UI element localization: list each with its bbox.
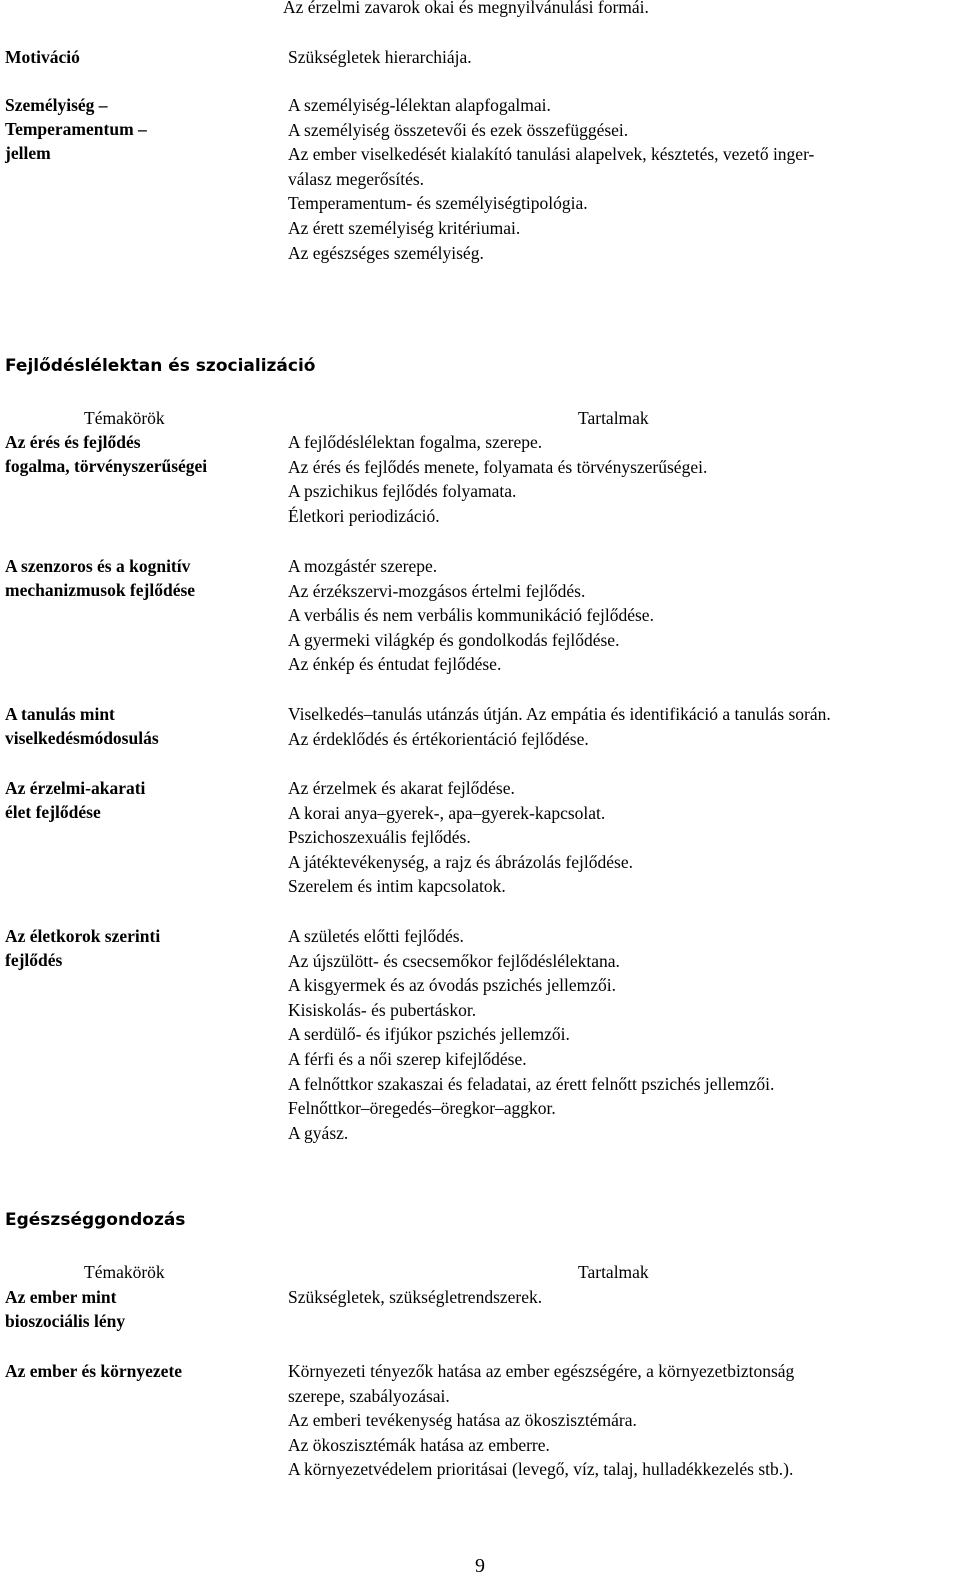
section-title-fejlodes: Fejlődéslélektan és szocializáció	[5, 356, 316, 376]
content-eres-fejlodes	[288, 430, 707, 528]
content-line: Az érett személyiség kritériumai.	[288, 217, 521, 238]
content-line: szerepe, szabályozásai.	[288, 1385, 450, 1406]
content-line: Az ember viselkedését kialakító tanulási alapelvek, késztetés, vezető inger-	[288, 144, 815, 165]
topic-line: bioszociális lény	[5, 1311, 126, 1331]
content-line: A korai anya–gyerek-, apa–gyerek-kapcsolat.	[288, 802, 606, 823]
top-fragment-text: Az érzelmi zavarok okai és megnyilvánulási formái.	[283, 0, 649, 17]
content-line: A személyiség összetevői és ezek összefüggései.	[288, 119, 629, 140]
content-line: A kisgyermek és az óvodás pszichés jellemzői.	[288, 975, 617, 996]
topic-motivacio: Motiváció	[5, 47, 80, 67]
topic-eres-fejlodes	[5, 430, 275, 478]
content-line: Az emberi tevékenység hatása az ökoszisztémára.	[288, 1410, 637, 1431]
topic-line: Az életkorok szerinti	[5, 926, 161, 946]
content-line: Felnőttkor–öregedés–öregkor–aggkor.	[288, 1098, 556, 1119]
topic-eletkorok	[5, 924, 275, 972]
topic-kornyezet	[5, 1359, 275, 1383]
content-line: A pszichikus fejlődés folyamata.	[288, 481, 517, 502]
content-line: A mozgástér szerepe.	[288, 556, 438, 576]
topic-line: jellem	[5, 143, 51, 163]
content-line: Az egészséges személyiség.	[288, 242, 484, 263]
content-bioszocialis	[288, 1285, 542, 1310]
content-line: A fejlődéslélektan fogalma, szerepe.	[288, 432, 543, 452]
topic-line: fejlődés	[5, 950, 63, 970]
topic-erzelmi-akarati	[5, 776, 275, 824]
content-line: A születés előtti fejlődés.	[288, 926, 464, 946]
content-eletkorok	[288, 924, 774, 1145]
content-line: válasz megerősítés.	[288, 168, 425, 189]
content-line: Szükségletek hierarchiája.	[288, 47, 472, 67]
content-szenzoros	[288, 554, 654, 677]
content-line: Az érdeklődés és értékorientáció fejlődése.	[288, 728, 589, 749]
topic-line: viselkedésmódosulás	[5, 728, 159, 748]
topic-tanulas	[5, 702, 275, 750]
content-kornyezet	[288, 1359, 794, 1482]
header-temakorok: Témakörök	[84, 1262, 165, 1282]
content-line: Az érés és fejlődés menete, folyamata és törvényszerűségei.	[288, 456, 708, 477]
page-number: 9	[475, 1555, 485, 1577]
topic-line: élet fejlődése	[5, 802, 101, 822]
content-line: Az érzelmek és akarat fejlődése.	[288, 778, 515, 798]
content-line: Szerelem és intim kapcsolatok.	[288, 876, 506, 897]
content-line: A verbális és nem verbális kommunikáció fejlődése.	[288, 605, 654, 626]
content-erzelmi-akarati	[288, 776, 633, 899]
topic-line: mechanizmusok fejlődése	[5, 580, 196, 600]
content-line: A gyász.	[288, 1122, 349, 1143]
content-line: Az érzékszervi-mozgásos értelmi fejlődés.	[288, 580, 586, 601]
content-line: A férfi és a női szerep kifejlődése.	[288, 1048, 527, 1069]
content-line: Temperamentum- és személyiségtipológia.	[288, 193, 588, 214]
topic-bioszocialis	[5, 1285, 275, 1333]
content-line: Életkori periodizáció.	[288, 505, 440, 526]
topic-szenzoros	[5, 554, 275, 602]
header-temakorok: Témakörök	[84, 408, 165, 428]
content-motivacio	[288, 45, 472, 70]
content-line: A környezetvédelem prioritásai (levegő, víz, talaj, hulladékkezelés stb.).	[288, 1459, 794, 1480]
content-szemelyiseg	[288, 93, 814, 265]
content-line: A személyiség-lélektan alapfogalmai.	[288, 95, 551, 115]
content-line: A felnőttkor szakaszai és feladatai, az érett felnőtt pszichés jellemzői.	[288, 1073, 775, 1094]
topic-szemelyiseg	[5, 93, 275, 165]
topic-line: Temperamentum –	[5, 119, 147, 139]
section-title-egeszseg: Egészséggondozás	[5, 1210, 186, 1230]
header-tartalmak: Tartalmak	[578, 408, 649, 428]
topic-line: Az ember és környezete	[5, 1361, 183, 1381]
content-line: Szükségletek, szükségletrendszerek.	[288, 1287, 543, 1307]
topic-line: Az érzelmi-akarati	[5, 778, 146, 798]
content-line: Az énkép és éntudat fejlődése.	[288, 654, 502, 675]
topic-line: fogalma, törvényszerűségei	[5, 456, 208, 476]
content-tanulas	[288, 702, 831, 751]
topic-line: A tanulás mint	[5, 704, 115, 724]
topic-line: A szenzoros és a kognitív	[5, 556, 191, 576]
header-tartalmak: Tartalmak	[578, 1262, 649, 1282]
content-line: Kisiskolás- és pubertáskor.	[288, 999, 477, 1020]
topic-line: Az ember mint	[5, 1287, 117, 1307]
content-line: Környezeti tényezők hatása az ember egészségére, a környezetbiztonság	[288, 1361, 795, 1381]
content-line: Viselkedés–tanulás utánzás útján. Az empátia és identifikáció a tanulás során.	[288, 704, 831, 724]
content-line: Az újszülött- és csecsemőkor fejlődéslélektana.	[288, 950, 620, 971]
content-line: A játéktevékenység, a rajz és ábrázolás fejlődése.	[288, 851, 633, 872]
content-line: Az ökoszisztémák hatása az emberre.	[288, 1434, 550, 1455]
topic-line: Személyiség –	[5, 95, 108, 115]
content-line: Pszichoszexuális fejlődés.	[288, 827, 471, 848]
content-line: A gyermeki világkép és gondolkodás fejlődése.	[288, 629, 620, 650]
content-line: A serdülő- és ifjúkor pszichés jellemzői.	[288, 1024, 570, 1045]
topic-line: Az érés és fejlődés	[5, 432, 141, 452]
